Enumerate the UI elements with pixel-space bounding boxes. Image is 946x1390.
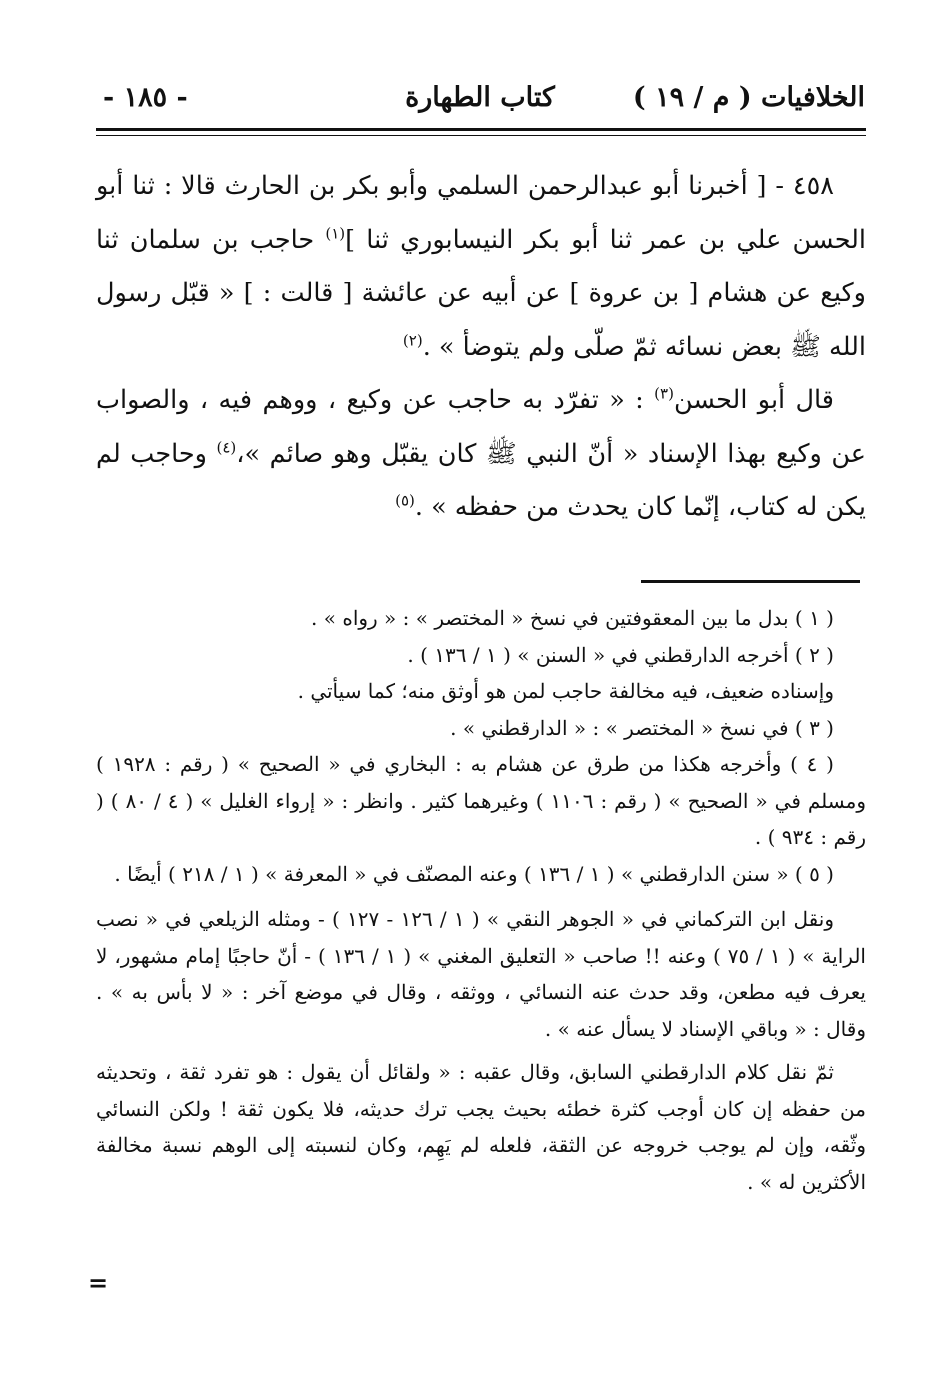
- page-number: - ١٨٥ -: [103, 82, 188, 113]
- footnote-5-continuation: ونقل ابن التركماني في « الجوهر النقي » ( ١ / ١٢٦ - ١٢٧ ) - ومثله الزيلعي في « نصب الراية » ( ١ / ٧٥ ) وعنه !! صاحب « التعليق المغني » ( ١ / ١٣٦ ) - أنّ حاجبًا إمام مشهور، لا يعرف فيه مطعن، وقد حدث عنه النسائي ، ووثقه ، وقال في موضع آخر : « لا بأس به » . وقال : « وباقي الإسناد لا يسأل عنه » .: [96, 907, 866, 1041]
- commentary-paragraph: قال أبو الحسن$^{(٣)}$ : « تفرّد به حاجب عن وكيع ، ووهم فيه ، والصواب عن وكيع بهذا الإسناد « أنّ النبي ﷺ كان يقبّل وهو صائم »،$^{(٤)}$ وحاجب لم يكن له كتاب، إنّما كان يحدث من حفظه » .$^{(٥)}$: [96, 384, 866, 522]
- footnote-ref-2: (٢): [402, 331, 423, 349]
- footnote-ref-1: (١): [325, 224, 346, 242]
- footnote-separator: [641, 580, 860, 583]
- section-title: كتاب الطهارة: [405, 82, 555, 113]
- footnote-4: ( ٤ ) وأخرجه هكذا من طرق عن هشام به : البخاري في « الصحيح » ( رقم : ١٩٢٨ ) ومسلم في « الصحيح » ( رقم : ١١٠٦ ) وغيرهما كثير . وانظر : « إرواء الغليل » ( ٤ / ٨٠ ) ( رقم : ٩٣٤ ) .: [96, 752, 867, 849]
- footnote-3: ( ٣ ) في نسخ « المختصر » : « الدارقطني » .: [450, 715, 834, 740]
- footnote-ref-4: (٤): [216, 438, 237, 456]
- footnote-2: ( ٢ ) أخرجه الدارقطني في « السنن » ( ١ / ١٣٦ ) .: [407, 642, 834, 667]
- continuation-mark: =: [88, 1268, 109, 1297]
- main-text: [96, 160, 866, 535]
- header-rule-thick: [96, 128, 866, 131]
- footnote-1: ( ١ ) بدل ما بين المعقوفتين في نسخ « المختصر » : « رواه » .: [311, 606, 834, 630]
- footnotes: [96, 600, 866, 1200]
- running-title: الخلافيات ( م / ١٩ ): [632, 82, 865, 113]
- footnote-ref-3: (٣): [654, 384, 674, 403]
- footnote-5-quote: ثمّ نقل كلام الدارقطني السابق، وقال عقبه : « ولقائل أن يقول : هو تفرد ثقة ، وتحديثه من حفظه إن كان أوجب كثرة خطئه بحيث يجب ترك حديثه، فلا يكون ثقة ! ولكن النسائي وثّقه، وإن لم يوجب خروجه عن الثقة، فلعله لم يَهِم، وكان لنسبته إلى الوهم نسبة مخالفة الأكثرين له » .: [96, 1060, 866, 1194]
- hadith-paragraph: ٤٥٨ - [ أخبرنا أبو عبدالرحمن السلمي وأبو بكر بن الحارث قالا : ثنا أبو الحسن علي بن عمر ثنا أبو بكر النيسابوري ثنا ]$^{(١)}$ حاجب بن سلمان ثنا وكيع عن هشام [ بن عروة ] عن أبيه عن عائشة [ قالت : ] « قبّل رسول الله ﷺ بعض نسائه ثمّ صلّى ولم يتوضأ » .$^{(٢)}$: [96, 171, 867, 362]
- footnote-ref-5: (٥): [395, 491, 415, 510]
- header-rule-thin: [96, 135, 866, 136]
- footnote-5: ( ٥ ) « سنن الدارقطني » ( ١ / ١٣٦ ) وعنه المصنّف في « المعرفة » ( ١ / ٢١٨ ) أيضًا .: [114, 861, 834, 886]
- page-header: [95, 82, 865, 122]
- footnote-2-note: وإسناده ضعيف، فيه مخالفة حاجب لمن هو أوثق منه؛ كما سيأتي .: [297, 679, 834, 703]
